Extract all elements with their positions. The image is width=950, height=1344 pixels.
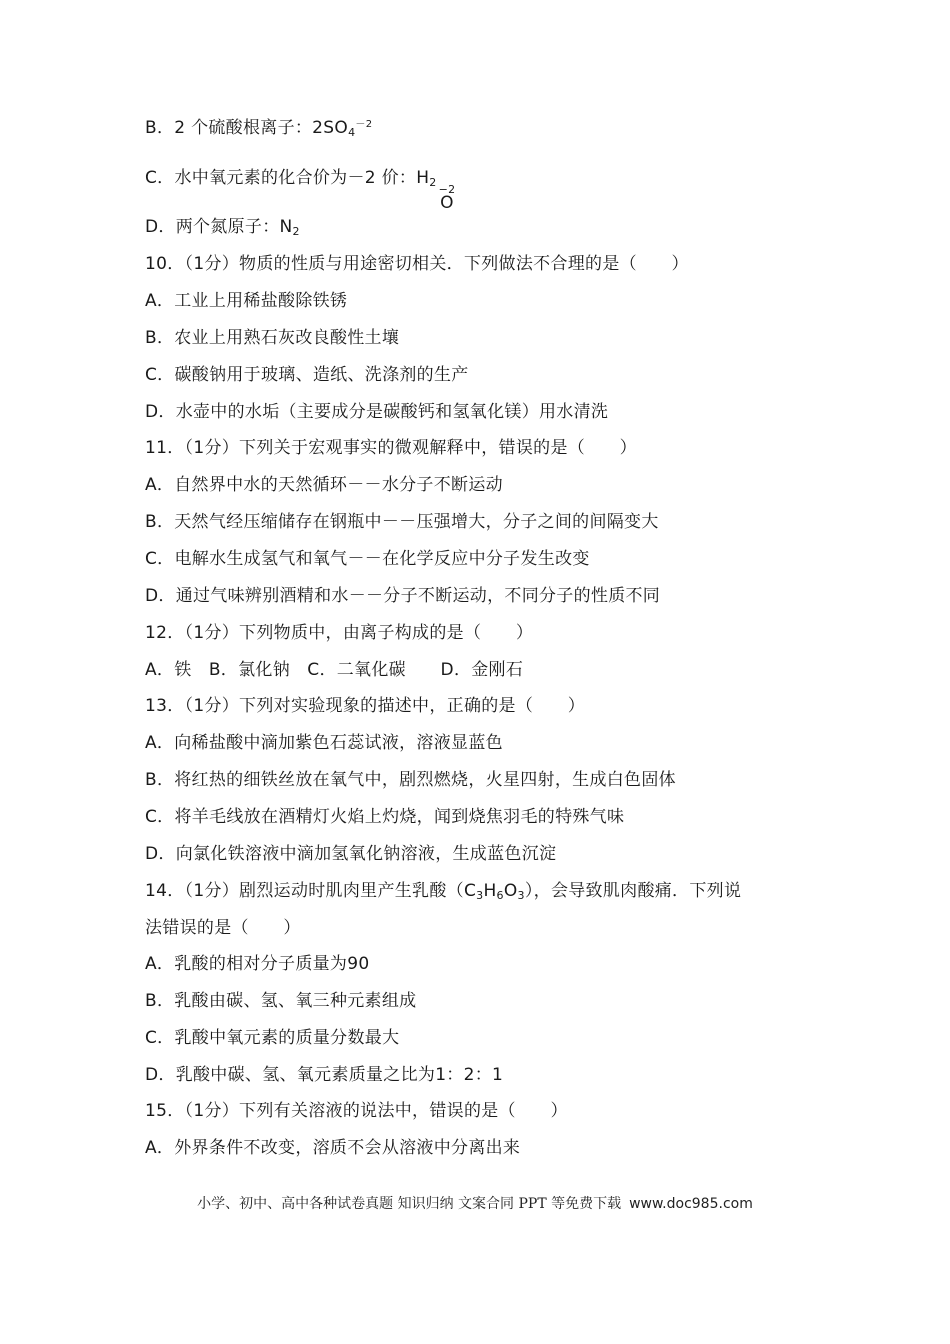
text-line: 12．（1分）下列物质中，由离子构成的是（ ） [145,623,534,643]
text-line: 14．（1分）剧烈运动时肌肉里产生乳酸$(C_3H_6O_3)$，会导致肌肉酸痛．下列说 [145,881,742,902]
text-line: C．电解水生成氢气和氧气－－在化学反应中分子发生改变 [145,549,590,569]
text-line: C．乳酸中氧元素的质量分数最大 [145,1028,400,1048]
text-line: A．铁 B．氯化钠 C．二氧化碳 D．金刚石 [145,660,524,680]
text-line: A．外界条件不改变，溶质不会从溶液中分离出来 [145,1138,521,1158]
text-line: 13．（1分）下列对实验现象的描述中，正确的是（ ） [145,696,586,716]
valence-mark: −2 O [438,183,456,213]
text-line: 10．（1分）物质的性质与用途密切相关．下列做法不合理的是（ ） [145,254,689,274]
text-line: A．向稀盐酸中滴加紫色石蕊试液，溶液显蓝色 [145,733,503,753]
page-footer [0,1193,950,1213]
text-line: C．碳酸钠用于玻璃、造纸、洗涤剂的生产 [145,365,469,385]
text-line: B．农业上用熟石灰改良酸性土壤 [145,328,400,348]
text-line: D．水壶中的水垢（主要成分是碳酸钙和氢氧化镁）用水清洗 [145,402,609,422]
text-line: B．天然气经压缩储存在钢瓶中－－压强增大，分子之间的间隔变大 [145,512,659,532]
footer-text: 小学、初中、高中各种试卷真题 知识归纳 文案合同 PPT 等免费下载 [197,1196,622,1212]
text-line: D．向氯化铁溶液中滴加氢氧化钠溶液，生成蓝色沉淀 [145,844,557,864]
text-line: B．2 个硫酸根离子：$2SO_4^{-2}$ [145,118,373,139]
text-line: C．将羊毛线放在酒精灯火焰上灼烧，闻到烧焦羽毛的特殊气味 [145,807,625,827]
text-line: 15．（1分）下列有关溶液的说法中，错误的是（ ） [145,1101,568,1121]
text-line: 法错误的是（ ） [145,918,301,938]
text-line: D．通过气味辨别酒精和水－－分子不断运动，不同分子的性质不同 [145,586,661,606]
text-line: A．自然界中水的天然循环－－水分子不断运动 [145,475,503,495]
text-line: A．工业上用稀盐酸除铁锈 [145,291,348,311]
text-line: D．乳酸中碳、氢、氧元素质量之比为1：2：1 [145,1065,504,1085]
text-line: 11．（1分）下列关于宏观事实的微观解释中，错误的是（ ） [145,438,637,458]
text-line: B．将红热的细铁丝放在氧气中，剧烈燃烧，火星四射，生成白色固体 [145,770,676,790]
text-line: C．水中氧元素的化合价为－2 价：$H_2$ −2 O [145,168,456,213]
text-line: A．乳酸的相对分子质量为90 [145,954,370,974]
text-line: B．乳酸由碳、氢、氧三种元素组成 [145,991,417,1011]
text-line: D．两个氮原子：$N_2$ [145,217,300,238]
footer-url[interactable]: www.doc985.com [629,1196,753,1212]
